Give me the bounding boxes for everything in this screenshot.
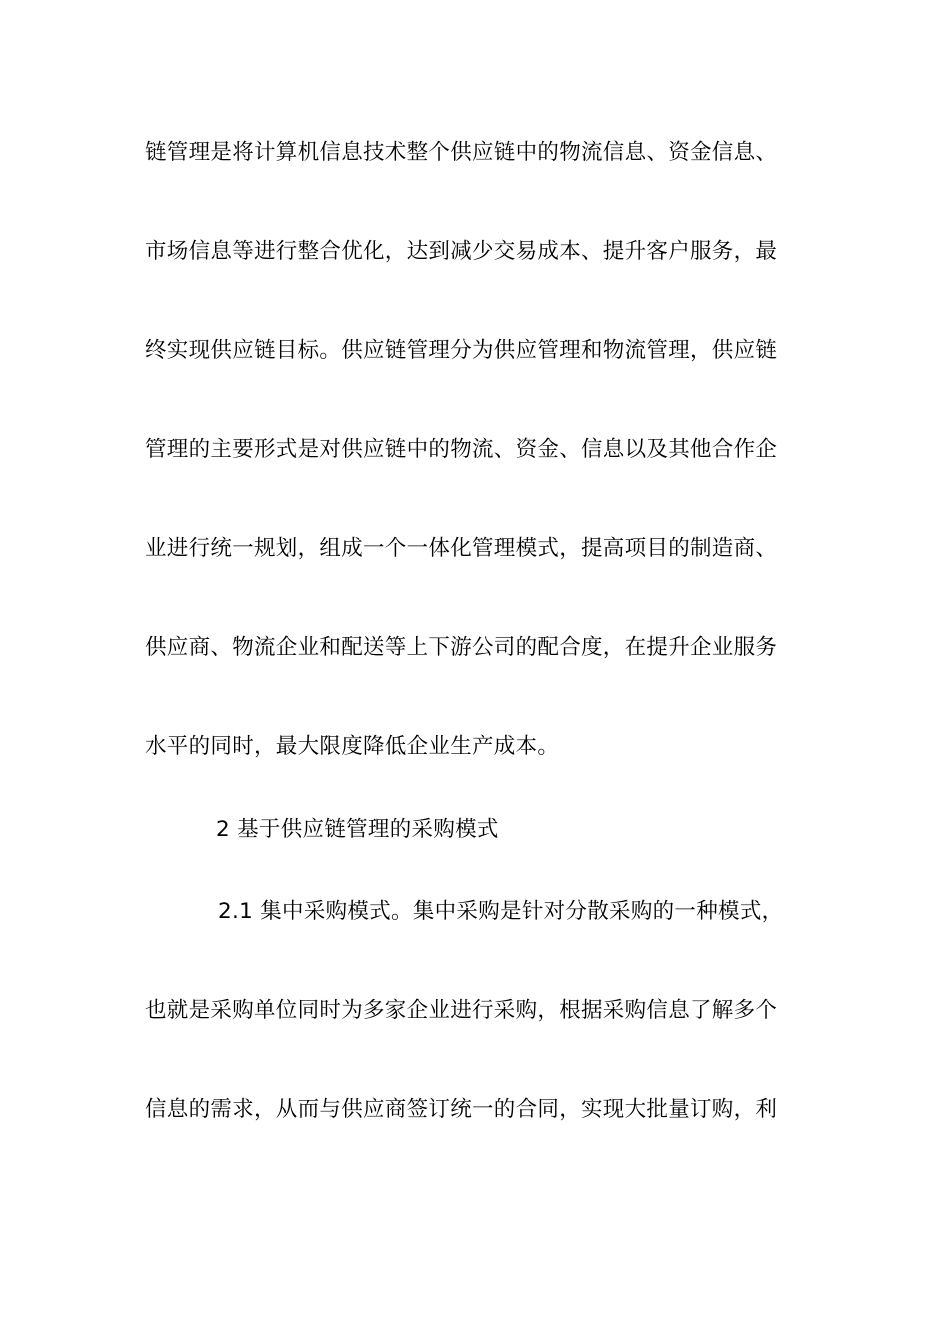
paragraph-line: 链管理是将计算机信息技术整个供应链中的物流信息、资金信息、 [145,140,778,165]
paragraph-line: 也就是采购单位同时为多家企业进行采购，根据采购信息了解多个 [145,998,778,1023]
paragraph-line: 2.1 集中采购模式。集中采购是针对分散采购的一种模式， [218,899,784,924]
paragraph-line: 信息的需求，从而与供应商签订统一的合同，实现大批量订购，利 [145,1097,778,1122]
paragraph-line: 业进行统一规划，组成一个一体化管理模式，提高项目的制造商、 [145,536,778,561]
paragraph-line: 管理的主要形式是对供应链中的物流、资金、信息以及其他合作企 [145,437,778,462]
paragraph-line: 市场信息等进行整合优化，达到减少交易成本、提升客户服务，最 [145,239,778,264]
paragraph-line: 水平的同时，最大限度降低企业生产成本。 [145,734,560,759]
paragraph-line: 供应商、物流企业和配送等上下游公司的配合度，在提升企业服务 [145,635,778,660]
section-heading: 2 基于供应链管理的采购模式 [216,817,499,842]
paragraph-line: 终实现供应链目标。供应链管理分为供应管理和物流管理，供应链 [145,338,778,363]
